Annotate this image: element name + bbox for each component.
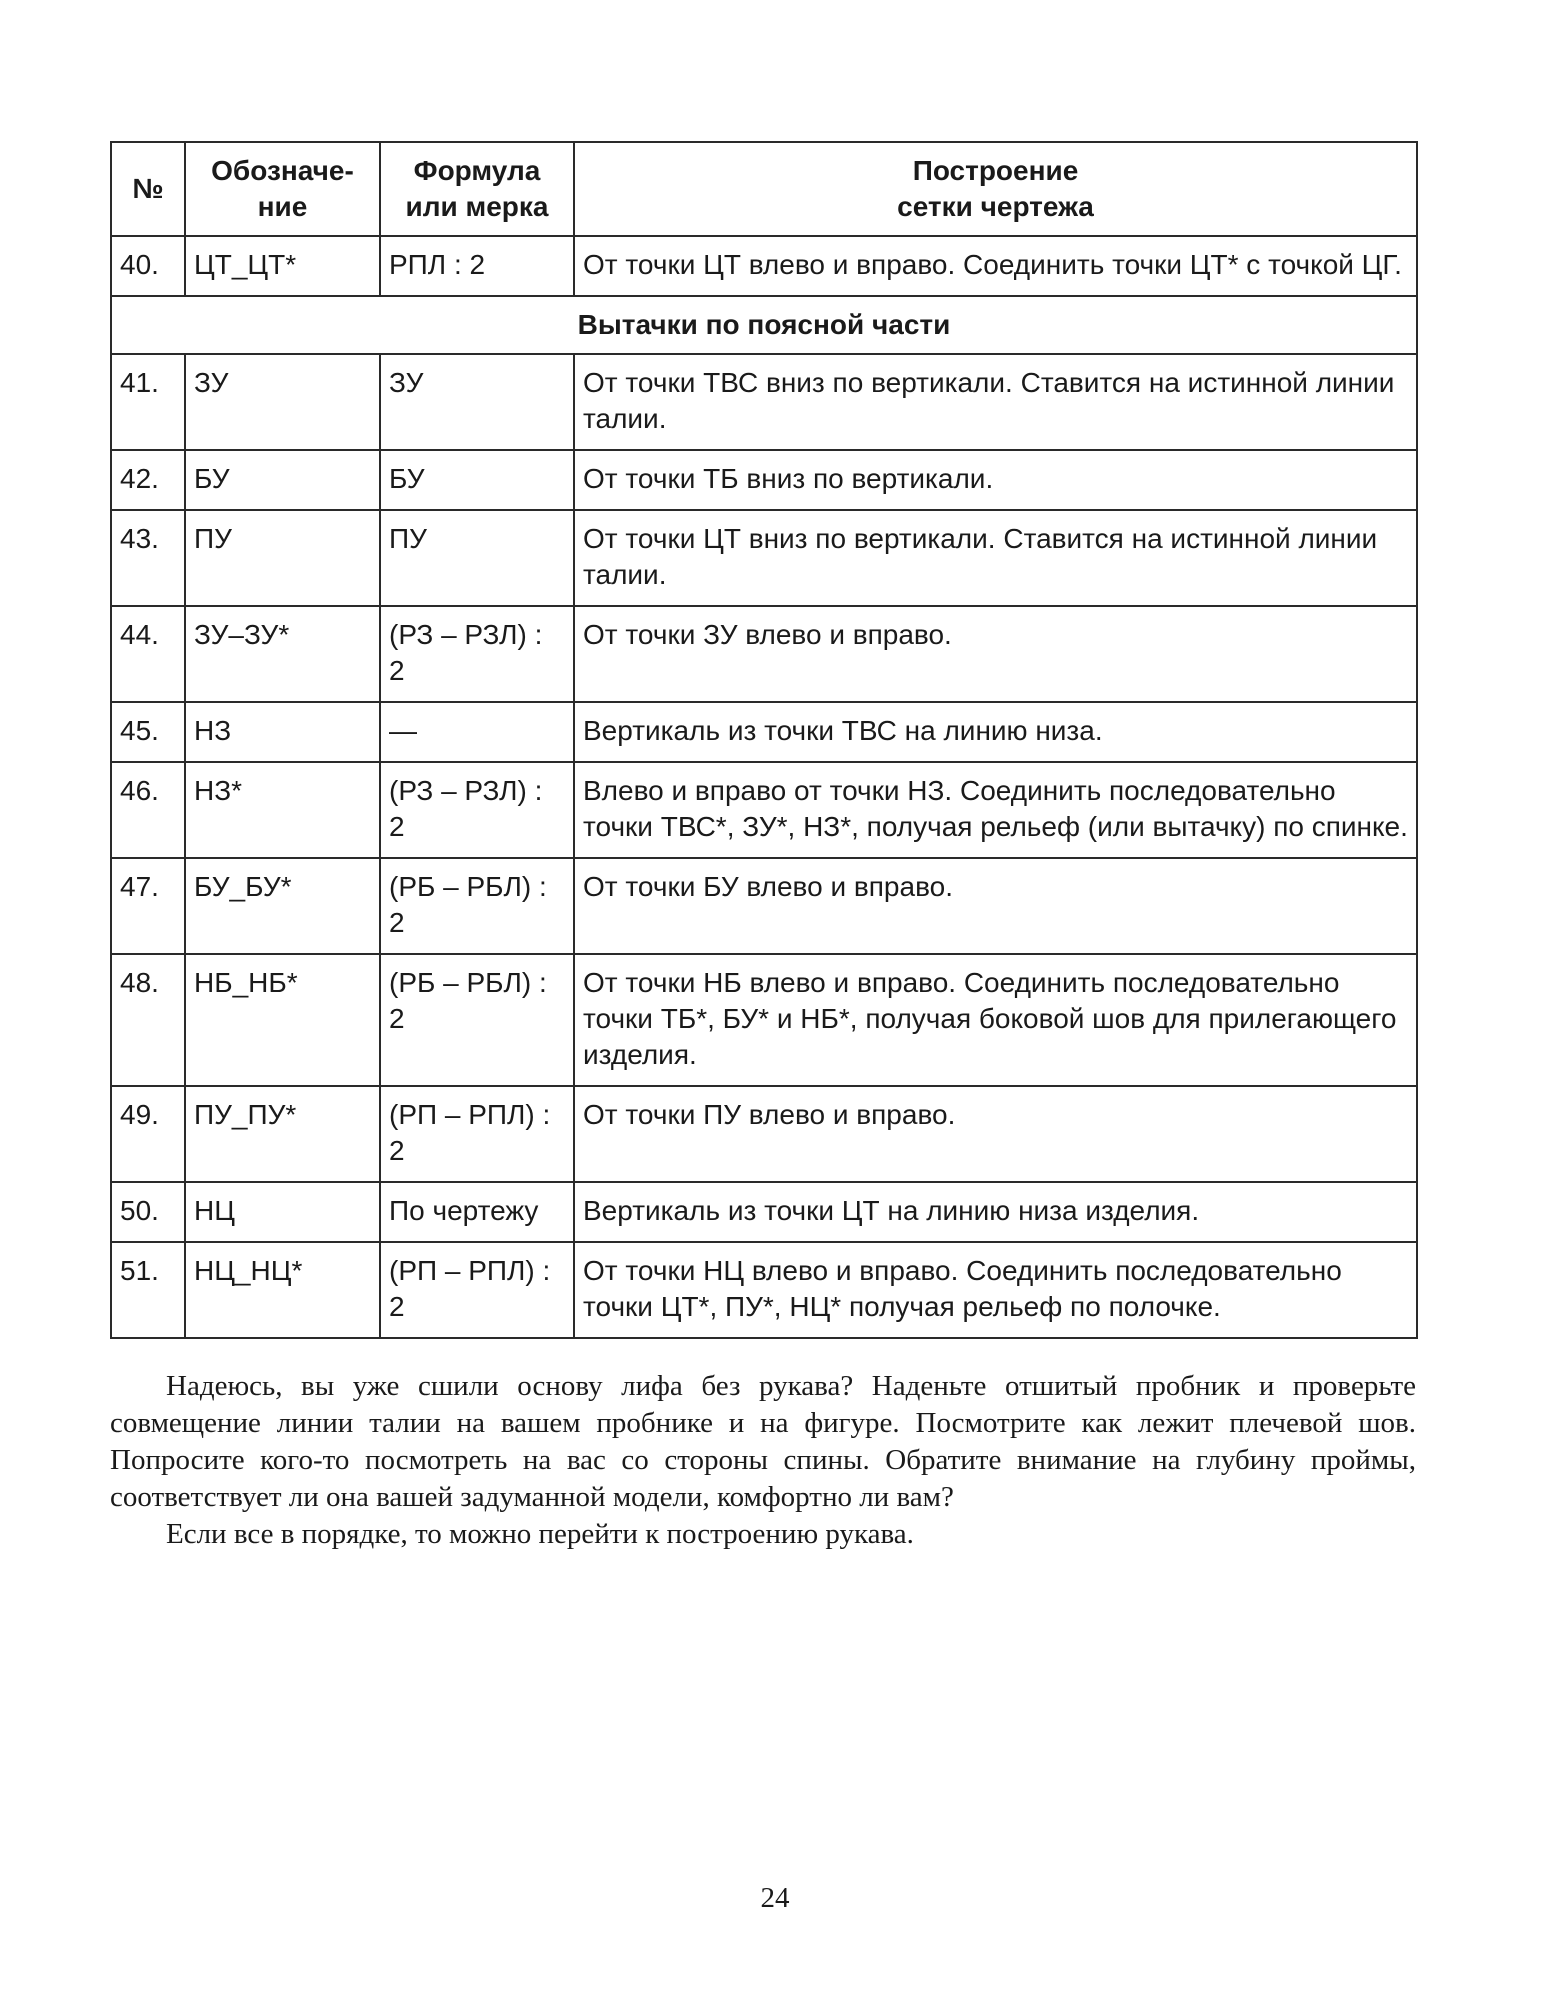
cell-construction: Влево и вправо от точки НЗ. Соединить последовательно точки ТВС*, ЗУ*, НЗ*, получая рельеф (или вытачку) по спинке. [574, 762, 1417, 858]
table-row [111, 450, 1417, 510]
cell-designation: БУ [185, 450, 380, 510]
cell-number: 46. [111, 762, 185, 858]
cell-number: 44. [111, 606, 185, 702]
section-row [111, 296, 1417, 354]
cell-formula: По чертежу [380, 1182, 574, 1242]
cell-formula: — [380, 702, 574, 762]
cell-formula: (РЗ – РЗЛ) : 2 [380, 762, 574, 858]
cell-construction: От точки БУ влево и вправо. [574, 858, 1417, 954]
cell-construction: Вертикаль из точки ТВС на линию низа. [574, 702, 1417, 762]
cell-designation: НЦ_НЦ* [185, 1242, 380, 1338]
cell-designation: НБ_НБ* [185, 954, 380, 1086]
cell-construction: От точки НБ влево и вправо. Соединить последовательно точки ТБ*, БУ* и НБ*, получая боковой шов для прилегающего изделия. [574, 954, 1417, 1086]
table-header-row [111, 142, 1417, 236]
paragraph-next-step: Если все в порядке, то можно перейти к построению рукава. [166, 1518, 914, 1550]
cell-formula: ЗУ [380, 354, 574, 450]
cell-designation: НЗ [185, 702, 380, 762]
cell-designation: ЗУ–ЗУ* [185, 606, 380, 702]
cell-number: 47. [111, 858, 185, 954]
cell-formula: БУ [380, 450, 574, 510]
table-row [111, 858, 1417, 954]
table-row [111, 510, 1417, 606]
cell-number: 50. [111, 1182, 185, 1242]
cell-formula: (РБ – РБЛ) : 2 [380, 858, 574, 954]
cell-formula: (РП – РПЛ) : 2 [380, 1086, 574, 1182]
cell-number: 48. [111, 954, 185, 1086]
cell-construction: От точки НЦ влево и вправо. Соединить последовательно точки ЦТ*, ПУ*, НЦ* получая рельеф по полочке. [574, 1242, 1417, 1338]
cell-number: 42. [111, 450, 185, 510]
header-construction [574, 142, 1417, 236]
header-construction-text: Построение сетки чертежа [897, 155, 1094, 222]
cell-designation: ПУ_ПУ* [185, 1086, 380, 1182]
cell-formula: (РБ – РБЛ) : 2 [380, 954, 574, 1086]
cell-number: 51. [111, 1242, 185, 1338]
table-row [111, 1086, 1417, 1182]
page-number: 24 [760, 1882, 790, 1914]
cell-designation: НЦ [185, 1182, 380, 1242]
header-designation [185, 142, 380, 236]
table-row [111, 606, 1417, 702]
table-row [111, 354, 1417, 450]
cell-designation: БУ_БУ* [185, 858, 380, 954]
cell-designation: НЗ* [185, 762, 380, 858]
cell-construction: От точки ПУ влево и вправо. [574, 1086, 1417, 1182]
body-text [110, 1368, 1416, 1553]
section-title: Вытачки по поясной части [111, 296, 1417, 354]
cell-construction: Вертикаль из точки ЦТ на линию низа изделия. [574, 1182, 1417, 1242]
table-row [111, 1242, 1417, 1338]
cell-number: 45. [111, 702, 185, 762]
header-designation-text: Обозначе- ние [211, 155, 354, 222]
cell-number: 40. [111, 236, 185, 296]
cell-construction: От точки ТВС вниз по вертикали. Ставится на истинной линии талии. [574, 354, 1417, 450]
header-number: № [111, 142, 185, 236]
cell-number: 43. [111, 510, 185, 606]
table-row [111, 236, 1417, 296]
cell-construction: От точки ТБ вниз по вертикали. [574, 450, 1417, 510]
cell-number: 49. [111, 1086, 185, 1182]
cell-formula: (РП – РПЛ) : 2 [380, 1242, 574, 1338]
table-row [111, 954, 1417, 1086]
header-formula-text: Формула или мерка [405, 155, 549, 222]
paragraph-fitting-check: Надеюсь, вы уже сшили основу лифа без рукава? Наденьте отшитый пробник и проверьте совмещение линии талии на вашем пробнике и на фигуре. Посмотрите как лежит плечевой шов. Попросите кого-то посмотреть на вас со стороны спины. Обратите внимание на глубину проймы, соответствует ли она вашей задуманной модели, комфортно ли вам? [110, 1370, 1416, 1513]
table-row [111, 1182, 1417, 1242]
cell-designation: ПУ [185, 510, 380, 606]
cell-formula: РПЛ : 2 [380, 236, 574, 296]
cell-construction: От точки ЗУ влево и вправо. [574, 606, 1417, 702]
cell-construction: От точки ЦТ вниз по вертикали. Ставится на истинной линии талии. [574, 510, 1417, 606]
header-formula [380, 142, 574, 236]
table-row [111, 762, 1417, 858]
table-row [111, 702, 1417, 762]
construction-table [110, 141, 1418, 1339]
cell-designation: ЗУ [185, 354, 380, 450]
cell-construction: От точки ЦТ влево и вправо. Соединить точки ЦТ* с точкой ЦГ. [574, 236, 1417, 296]
cell-formula: ПУ [380, 510, 574, 606]
cell-designation: ЦТ_ЦТ* [185, 236, 380, 296]
cell-formula: (РЗ – РЗЛ) : 2 [380, 606, 574, 702]
cell-number: 41. [111, 354, 185, 450]
